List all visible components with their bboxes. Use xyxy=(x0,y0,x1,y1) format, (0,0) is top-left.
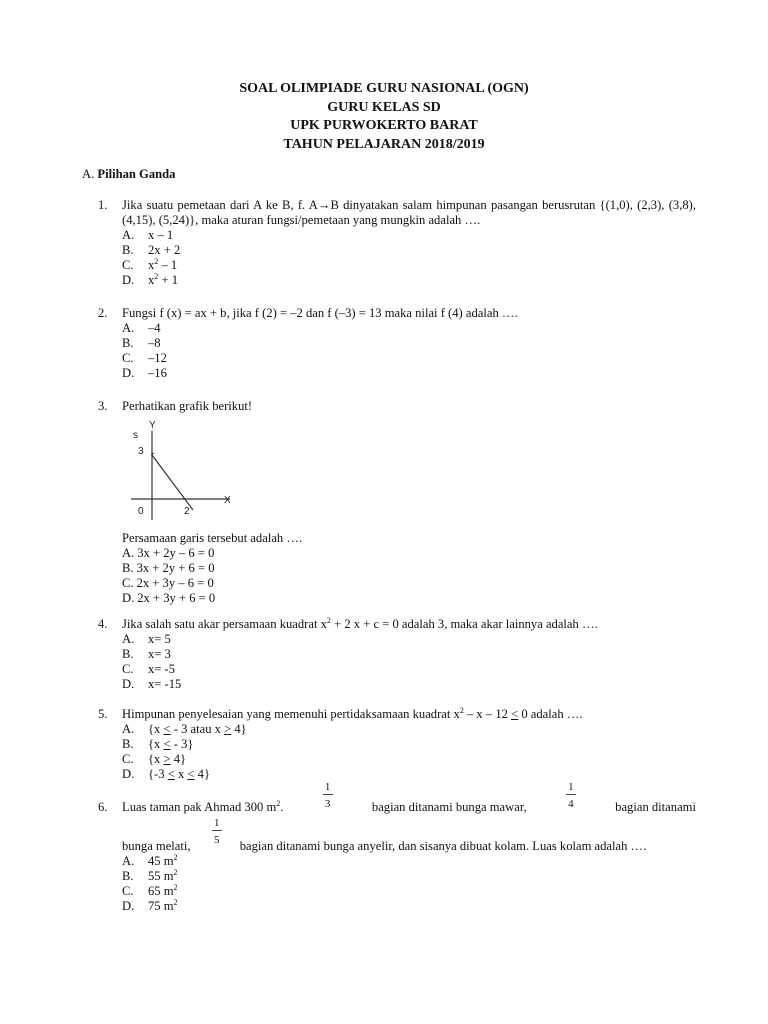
option-text: x xyxy=(148,273,155,287)
question-line-2 xyxy=(122,817,696,854)
question-superscript: 2 xyxy=(459,705,464,715)
option-label: D. xyxy=(122,767,135,781)
question-text xyxy=(122,707,696,722)
question-text: Fungsi f (x) = ax + b, jika f (2) = –2 dan f (–3) = 13 maka nilai f (4) adalah …. xyxy=(122,306,518,320)
option-c xyxy=(122,576,696,591)
question-text-part xyxy=(122,800,283,815)
option-text: –8 xyxy=(148,336,161,350)
option-list xyxy=(122,854,696,914)
option-text: 4} xyxy=(170,752,187,766)
option-text: < xyxy=(167,767,175,781)
header-line-2: GURU KELAS SD xyxy=(327,99,441,115)
question-text-part: Himpunan penyelesaian yang memenuhi pertidaksamaan kuadrat x xyxy=(122,707,460,721)
question-number: 2. xyxy=(98,306,108,320)
option-b xyxy=(122,647,696,662)
option-text: {x xyxy=(148,722,164,736)
option-text: x= -15 xyxy=(148,677,182,691)
option-text: –12 xyxy=(148,351,167,365)
question-1 xyxy=(98,198,696,288)
question-2 xyxy=(98,306,696,381)
option-text: 2x + 2 xyxy=(148,243,181,257)
question-number: 1. xyxy=(98,198,108,212)
question-5 xyxy=(98,707,696,782)
question-text-part: Jika salah satu akar persamaan kuadrat x xyxy=(122,617,327,631)
option-label: B. xyxy=(122,561,134,575)
option-d xyxy=(122,273,696,288)
fraction-one-third xyxy=(321,781,335,814)
option-label: C. xyxy=(122,752,134,766)
x-intercept-label: 2 xyxy=(184,506,190,517)
option-text: < xyxy=(163,722,171,736)
option-list xyxy=(122,546,696,606)
option-text: x= -5 xyxy=(148,662,176,676)
fraction-denominator: 5 xyxy=(213,834,220,846)
question-text-part: Luas taman pak Ahmad 300 m xyxy=(122,800,277,814)
question-text-part: bagian ditanami xyxy=(615,800,696,814)
question-line-1 xyxy=(122,781,696,815)
question-prompt: Persamaan garis tersebut adalah …. xyxy=(122,531,303,545)
x-axis-label: X xyxy=(224,495,231,506)
question-superscript: 2 xyxy=(326,615,331,625)
question-text xyxy=(122,781,696,854)
option-text: x= 3 xyxy=(148,647,171,661)
fraction-one-quarter xyxy=(564,781,578,814)
question-3 xyxy=(98,399,696,606)
option-text: x= 5 xyxy=(148,632,171,646)
question-text xyxy=(122,617,696,632)
option-superscript: 2 xyxy=(173,897,178,907)
option-label: A. xyxy=(122,546,135,560)
exam-header xyxy=(0,80,768,154)
option-text: < xyxy=(187,767,195,781)
option-text: 2x + 3y + 6 = 0 xyxy=(137,591,216,605)
header-line-4: TAHUN PELAJARAN 2018/2019 xyxy=(283,136,485,152)
graph-line xyxy=(152,455,193,510)
option-d xyxy=(122,591,696,606)
question-text-part: 0 adalah …. xyxy=(518,707,583,721)
option-label: A. xyxy=(122,722,135,736)
option-label: A. xyxy=(122,854,135,868)
option-label: B. xyxy=(122,869,134,883)
option-label: B. xyxy=(122,647,134,661)
option-superscript: 2 xyxy=(173,867,178,877)
header-line-3: UPK PURWOKERTO BARAT xyxy=(290,118,478,133)
option-c xyxy=(122,351,696,366)
option-text: 65 m xyxy=(148,884,174,898)
option-list xyxy=(122,722,696,782)
fraction-numerator: 1 xyxy=(213,817,220,829)
option-c xyxy=(122,662,696,677)
question-text-part: – x – 12 xyxy=(463,707,512,721)
option-superscript: 2 xyxy=(154,271,159,281)
option-b xyxy=(122,243,696,258)
option-label: B. xyxy=(122,737,134,751)
section-heading xyxy=(82,167,175,182)
arrow-right-icon: → xyxy=(317,198,331,212)
fraction-bar xyxy=(212,830,222,831)
option-d xyxy=(122,366,696,381)
y-axis-label: Y xyxy=(149,420,156,431)
option-label: C. xyxy=(122,258,134,272)
option-text: x xyxy=(148,258,155,272)
fraction-denominator: 4 xyxy=(568,798,574,810)
section-letter: A. xyxy=(82,167,95,181)
option-b xyxy=(122,561,696,576)
option-label: B. xyxy=(122,336,134,350)
option-text: 3x + 2y + 6 = 0 xyxy=(136,561,215,575)
fraction-bar xyxy=(323,794,333,795)
section-title: Pilihan Ganda xyxy=(97,167,176,181)
option-list xyxy=(122,321,696,381)
option-b xyxy=(122,737,696,752)
option-label: B. xyxy=(122,243,134,257)
option-text: {x xyxy=(148,752,164,766)
s-label: s xyxy=(133,430,138,441)
option-text: – 1 xyxy=(158,258,178,272)
question-text-part: bagian ditanami bunga mawar, xyxy=(371,800,527,814)
question-text-part: . xyxy=(280,800,284,814)
option-superscript: 2 xyxy=(154,256,159,266)
question-text-part: B dinyatakan salam himpunan pasangan berusrutan {(1,0), (2,3), (3,8), (4,15), (5,24)}, maka aturan fungsi/pemetaan yang mungkin adalah …. xyxy=(122,198,696,227)
option-superscript: 2 xyxy=(173,882,178,892)
option-list xyxy=(122,228,696,288)
option-a xyxy=(122,632,696,647)
option-text: > xyxy=(163,752,171,766)
fraction-denominator: 3 xyxy=(324,798,331,810)
fraction-one-fifth xyxy=(210,817,224,850)
question-6 xyxy=(98,781,696,914)
option-a xyxy=(122,321,696,336)
option-text: > xyxy=(224,722,232,736)
option-label: C. xyxy=(122,576,134,590)
question-number: 6. xyxy=(98,800,108,814)
option-b xyxy=(122,336,696,351)
option-label: D. xyxy=(122,591,135,605)
option-label: D. xyxy=(122,366,135,380)
option-d xyxy=(122,899,696,914)
option-list xyxy=(122,632,696,692)
option-text: - 3} xyxy=(170,737,194,751)
option-text: 45 m xyxy=(148,854,174,868)
question-text-part: bunga melati, xyxy=(122,839,191,853)
question-text xyxy=(122,198,696,228)
question-superscript: 2 xyxy=(276,798,281,808)
option-label: A. xyxy=(122,632,135,646)
option-text: 75 m xyxy=(148,899,174,913)
option-label: A. xyxy=(122,228,135,242)
question-text-part: < xyxy=(511,707,519,721)
question-text-part: bagian ditanami bunga anyelir, dan sisanya dibuat kolam. Luas kolam adalah …. xyxy=(239,839,647,853)
option-text: 3x + 2y – 6 = 0 xyxy=(137,546,215,560)
option-text: - 3 atau x xyxy=(170,722,225,736)
question-number: 4. xyxy=(98,617,108,631)
option-text: 4} xyxy=(194,767,210,781)
option-text: < xyxy=(163,737,171,751)
y-intercept-label: 3 xyxy=(138,446,144,457)
question-number: 5. xyxy=(98,707,108,721)
fraction-numerator: 1 xyxy=(568,781,574,793)
origin-label: 0 xyxy=(138,506,144,517)
option-label: C. xyxy=(122,884,134,898)
option-a xyxy=(122,722,696,737)
option-c xyxy=(122,884,696,899)
question-text-part: + 2 x + c = 0 adalah 3, maka akar lainnya adalah …. xyxy=(330,617,598,631)
option-text: + 1 xyxy=(158,273,178,287)
option-label: A. xyxy=(122,321,135,335)
option-a xyxy=(122,854,696,869)
option-text: 55 m xyxy=(148,869,174,883)
option-text: {-3 xyxy=(148,767,168,781)
option-text: 4} xyxy=(231,722,247,736)
option-c xyxy=(122,258,696,273)
option-c xyxy=(122,752,696,767)
question-text-part: Jika suatu pemetaan dari A ke B, f. A xyxy=(122,198,318,212)
header-line-1: SOAL OLIMPIADE GURU NASIONAL (OGN) xyxy=(239,81,529,96)
question-4 xyxy=(98,617,696,692)
question-number: 3. xyxy=(98,399,108,413)
option-text: x xyxy=(174,767,188,781)
option-label: C. xyxy=(122,662,134,676)
option-text: –16 xyxy=(148,366,167,380)
option-d xyxy=(122,677,696,692)
option-label: D. xyxy=(122,899,135,913)
option-a xyxy=(122,228,696,243)
option-text: {x xyxy=(148,737,164,751)
line-graph xyxy=(118,416,248,526)
option-a xyxy=(122,546,696,561)
option-text: 2x + 3y – 6 = 0 xyxy=(136,576,214,590)
option-text: x – 1 xyxy=(148,228,174,242)
option-label: D. xyxy=(122,677,135,691)
option-superscript: 2 xyxy=(173,852,178,862)
option-b xyxy=(122,869,696,884)
option-d xyxy=(122,767,696,782)
fraction-bar xyxy=(566,794,576,795)
fraction-numerator: 1 xyxy=(324,781,331,793)
option-label: C. xyxy=(122,351,134,365)
option-label: D. xyxy=(122,273,135,287)
question-text: Perhatikan grafik berikut! xyxy=(122,399,253,413)
option-text: –4 xyxy=(148,321,161,335)
